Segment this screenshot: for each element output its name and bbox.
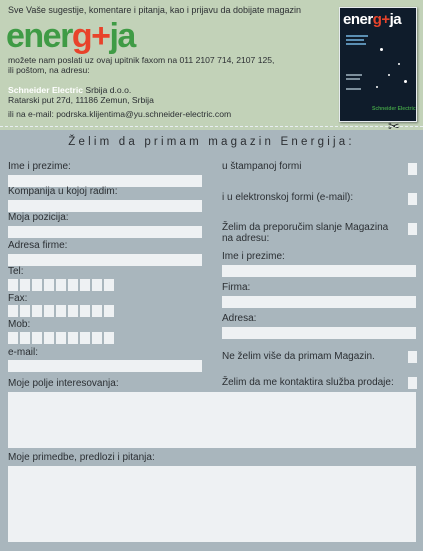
logo-part-2: ja: [109, 17, 135, 55]
form-title: Želim da primam magazin Energija:: [68, 136, 355, 148]
cover-star: [398, 63, 400, 65]
cover-star: [376, 86, 378, 88]
cover-text-line: [346, 74, 362, 76]
company-address-field[interactable]: [8, 254, 202, 266]
recommend-checkbox[interactable]: [408, 223, 417, 235]
recommend-name-field[interactable]: [222, 265, 416, 277]
name-label: Ime i prezime:: [8, 161, 71, 172]
energija-logo: [6, 17, 135, 56]
unsubscribe-label: Ne želim više da primam Magazin.: [222, 351, 375, 362]
contact-sales-label: Želim da me kontaktira služba prodaje:: [222, 377, 394, 388]
cover-star: [404, 80, 407, 83]
cover-brand: Schneider Electric: [372, 106, 416, 112]
position-field[interactable]: [8, 226, 202, 238]
recommend-firm-label: Firma:: [222, 282, 251, 293]
contact-sales-checkbox[interactable]: [408, 377, 417, 389]
cover-text-line: [346, 78, 360, 80]
logo-plus: g+: [71, 17, 110, 55]
intro-text: Sve Vaše sugestije, komentare i pitanja, kao i prijavu da dobijate magazin: [8, 5, 302, 15]
recommend-address-field[interactable]: [222, 327, 416, 339]
header-panel: [0, 0, 423, 130]
recommend-name-label: Ime i prezime:: [222, 251, 285, 262]
position-label: Moja pozicija:: [8, 212, 69, 223]
company-name-rest: Srbija d.o.o.: [83, 85, 132, 95]
unsubscribe-checkbox[interactable]: [408, 351, 417, 363]
recommend-address-label: Adresa:: [222, 313, 257, 324]
company-label: Kompanija u kojoj radim:: [8, 186, 118, 197]
scissors-icon: ✂: [388, 118, 400, 134]
contact-line-1: možete nam poslati uz ovaj upitnik faxom na 011 2107 714, 2107 125,: [8, 55, 275, 65]
mob-label: Mob:: [8, 319, 31, 330]
tel-digit-boxes[interactable]: [8, 279, 114, 291]
recommend-firm-field[interactable]: [222, 296, 416, 308]
email-label: e-mail:: [8, 347, 39, 358]
company-field[interactable]: [8, 200, 202, 212]
contact-text: [8, 55, 274, 75]
comments-textarea[interactable]: [8, 466, 416, 542]
tel-label: Tel:: [8, 266, 24, 277]
interest-textarea[interactable]: [8, 392, 416, 448]
cover-star: [380, 48, 383, 51]
cover-star: [388, 74, 390, 76]
logo-part-1: ener: [6, 17, 72, 55]
cover-text-line: [346, 35, 368, 37]
cover-title: energ+ja: [343, 11, 402, 28]
print-form-label: u štampanoj formi: [222, 161, 302, 172]
recommend-label: Želim da preporučim slanje Magazina na adresu:: [222, 222, 389, 244]
interest-label: Moje polje interesovanja:: [8, 378, 119, 389]
company-address-block: [8, 85, 154, 105]
magazine-cover: [339, 7, 417, 122]
print-form-checkbox[interactable]: [408, 163, 417, 175]
cover-text-line: [346, 43, 366, 45]
electronic-form-checkbox[interactable]: [408, 193, 417, 205]
contact-email: ili na e-mail: podrska.klijentima@yu.schneider-electric.com: [8, 109, 232, 119]
company-address-label: Adresa firme:: [8, 240, 68, 251]
company-brand: Schneider Electric: [8, 85, 83, 95]
email-field[interactable]: [8, 360, 202, 372]
contact-line-2: ili poštom, na adresu:: [8, 65, 90, 75]
cover-text-line: [346, 88, 361, 90]
cut-line: [0, 126, 423, 127]
company-address: Ratarski put 27d, 11186 Zemun, Srbija: [8, 95, 154, 105]
comments-label: Moje primedbe, predlozi i pitanja:: [8, 452, 155, 463]
fax-label: Fax:: [8, 293, 28, 304]
electronic-form-label: i u elektronskoj formi (e-mail):: [222, 192, 354, 203]
fax-digit-boxes[interactable]: [8, 305, 114, 317]
cover-text-line: [346, 39, 364, 41]
mob-digit-boxes[interactable]: [8, 332, 114, 344]
